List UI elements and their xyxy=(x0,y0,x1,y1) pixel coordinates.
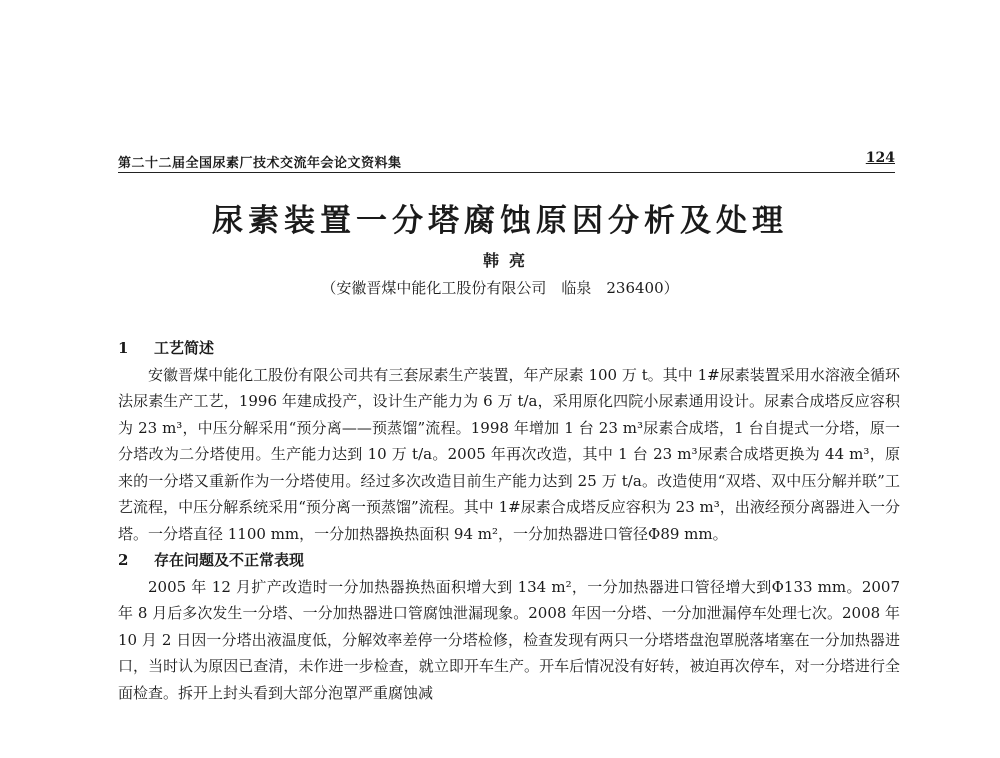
running-header xyxy=(118,150,895,173)
section-heading xyxy=(118,547,900,574)
article-body xyxy=(118,335,900,706)
author-affiliation: （安徽晋煤中能化工股份有限公司 临泉 236400） xyxy=(321,279,679,297)
section-number: 2 xyxy=(118,551,129,569)
section-number: 1 xyxy=(118,339,129,357)
page-number: 124 xyxy=(865,150,895,166)
section-paragraph: 安徽晋煤中能化工股份有限公司共有三套尿素生产装置，年产尿素 100 万 t。其中 1#尿素装置采用水溶液全循环法尿素生产工艺，1996 年建成投产，设计生产能力为 6 万 t/a，采用原化四院小尿素通用设计。尿素合成塔反应容积为 23 m³，中压分解采用“预分离——预蒸馏”流程。1998 年增加 1 台 23 m³尿素合成塔，1 台自提式一分塔，原一分塔改为二分塔使用。生产能力达到 10 万 t/a。2005 年再次改造，其中 1 台 23 m³尿素合成塔更换为 44 m³，原来的一分塔又重新作为一分塔使用。经过多次改造目前生产能力达到 25 万 t/a。改造使用“双塔、双中压分解并联”工艺流程，中压分解系统采用“预分离一预蒸馏”流程。其中 1#尿素合成塔反应容积为 23 m³，出液经预分离器进入一分塔。一分塔直径 1100 mm，一分加热器换热面积 94 m²，一分加热器进口管径Φ89 mm。 xyxy=(118,365,900,543)
article-title: 尿素装置一分塔腐蚀原因分析及处理 xyxy=(212,203,788,239)
section-title: 工艺简述 xyxy=(154,339,215,357)
section-heading xyxy=(118,335,900,362)
journal-name: 第二十二届全国尿素厂技术交流年会论文资料集 xyxy=(118,156,402,171)
section-title: 存在问题及不正常表现 xyxy=(154,551,305,569)
section-paragraph: 2005 年 12 月扩产改造时一分加热器换热面积增大到 134 m²，一分加热器进口管径增大到Φ133 mm。2007 年 8 月后多次发生一分塔、一分加热器进口管腐蚀泄漏现象。2008 年因一分塔、一分加泄漏停车处理七次。2008 年 10 月 2 日因一分塔出液温度低，分解效率差停一分塔检修，检查发现有两只一分塔塔盘泡罩脱落堵塞在一分加热器进口，当时认为原因已查清，未作进一步检查，就立即开车生产。开车后情况没有好转，被迫再次停车，对一分塔进行全面检查。拆开上封头看到大部分泡罩严重腐蚀减 xyxy=(118,577,900,702)
author-name: 韩亮 xyxy=(482,251,535,270)
